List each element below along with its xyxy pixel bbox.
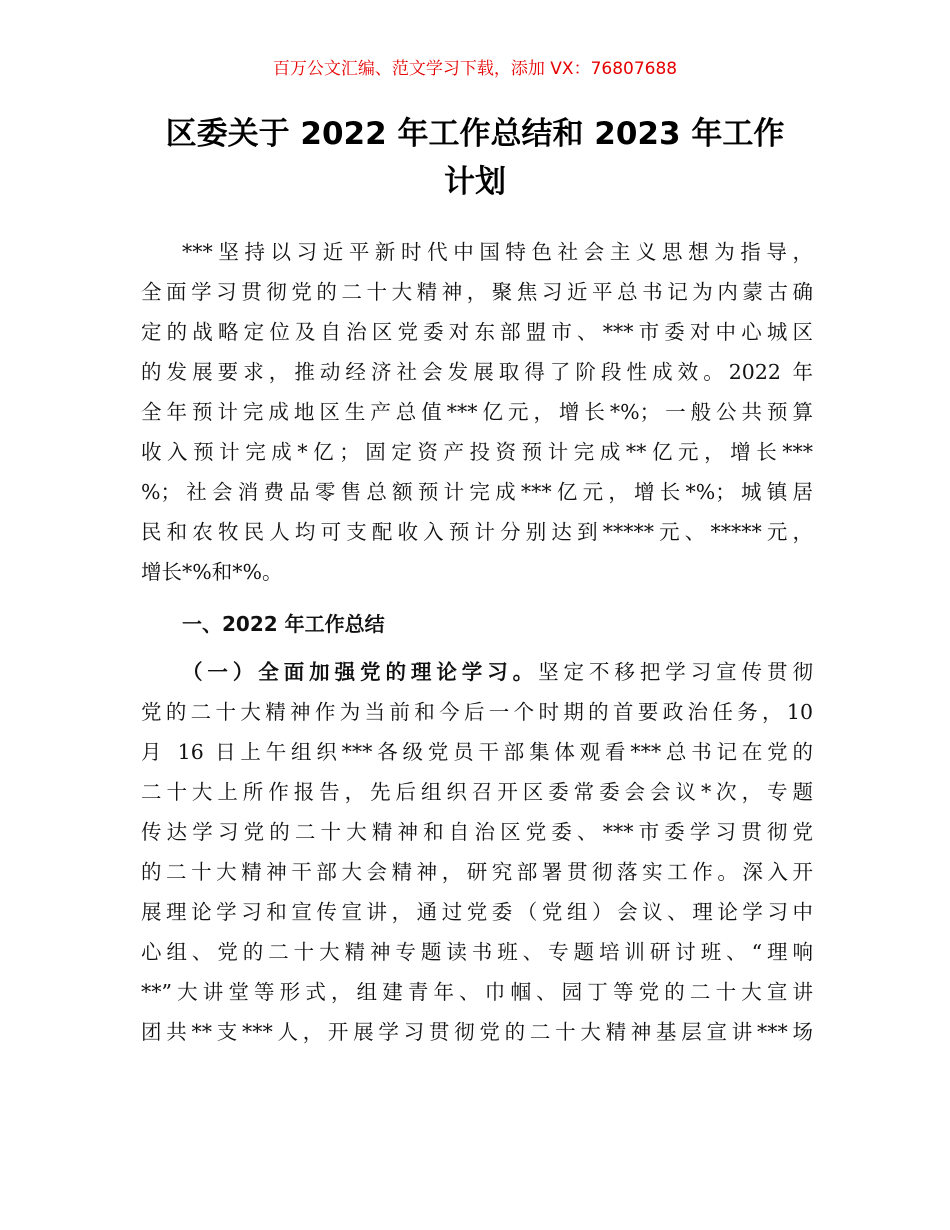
document-body [141,232,813,1052]
subsection-1-paragraph [141,652,813,1052]
intro-paragraph [141,232,813,592]
intro-line: 收入预计完成*亿；固定资产投资预计完成**亿元，增长*** [141,440,813,464]
document-title [120,110,830,206]
intro-line: 全面学习贯彻党的二十大精神，聚焦习近平总书记为内蒙古确 [141,280,813,304]
subsection-1-line: 传达学习党的二十大精神和自治区党委、***市委学习贯彻党 [141,820,813,844]
intro-line: 定的战略定位及自治区党委对东部盟市、***市委对中心城区 [141,320,813,344]
intro-line: 增长*%和*%。 [141,560,283,584]
intro-line: %；社会消费品零售总额预计完成***亿元，增长*%；城镇居 [141,480,813,504]
subsection-1-line: 的二十大精神干部大会精神，研究部署贯彻落实工作。深入开 [141,860,813,884]
intro-line: 的发展要求，推动经济社会发展取得了阶段性成效。2022 年 [141,360,813,384]
subsection-1-line: 党的二十大精神作为当前和今后一个时期的首要政治任务，10 [141,700,813,724]
intro-line: 民和农牧民人均可支配收入预计分别达到*****元、*****元， [141,520,813,544]
subsection-1-line: 团共**支***人，开展学习贯彻党的二十大精神基层宣讲***场 [141,1020,813,1044]
section-heading-2022-summary: 一、2022 年工作总结 [182,612,385,636]
header-watermark-note: 百万公文汇编、范文学习下载，添加 VX：76807688 [272,59,678,79]
intro-line: 全年预计完成地区生产总值***亿元，增长*%；一般公共预算 [141,400,813,424]
subsection-1-line: 二十大上所作报告，先后组织召开区委常委会会议*次，专题 [141,780,813,804]
subsection-1-first-line [141,652,813,692]
subsection-1-line: **”大讲堂等形式，组建青年、巾帼、园丁等党的二十大宣讲 [141,980,813,1004]
subsection-1-line: 展理论学习和宣传宣讲，通过党委（党组）会议、理论学习中 [141,900,813,924]
intro-line: ***坚持以习近平新时代中国特色社会主义思想为指导， [182,240,813,264]
subsection-1-first-line-text: 坚定不移把学习宣传贯彻 [538,660,813,684]
subsection-1-heading: （一）全面加强党的理论学习。 [182,660,539,684]
subsection-1-line: 心组、党的二十大精神专题读书班、专题培训研讨班、“理响 [141,940,813,964]
document-title-line-1: 区委关于 2022 年工作总结和 2023 年工作 [165,116,785,152]
document-title-line-2: 计划 [444,164,506,200]
subsection-1-line: 月 16 日上午组织***各级党员干部集体观看***总书记在党的 [141,740,813,764]
